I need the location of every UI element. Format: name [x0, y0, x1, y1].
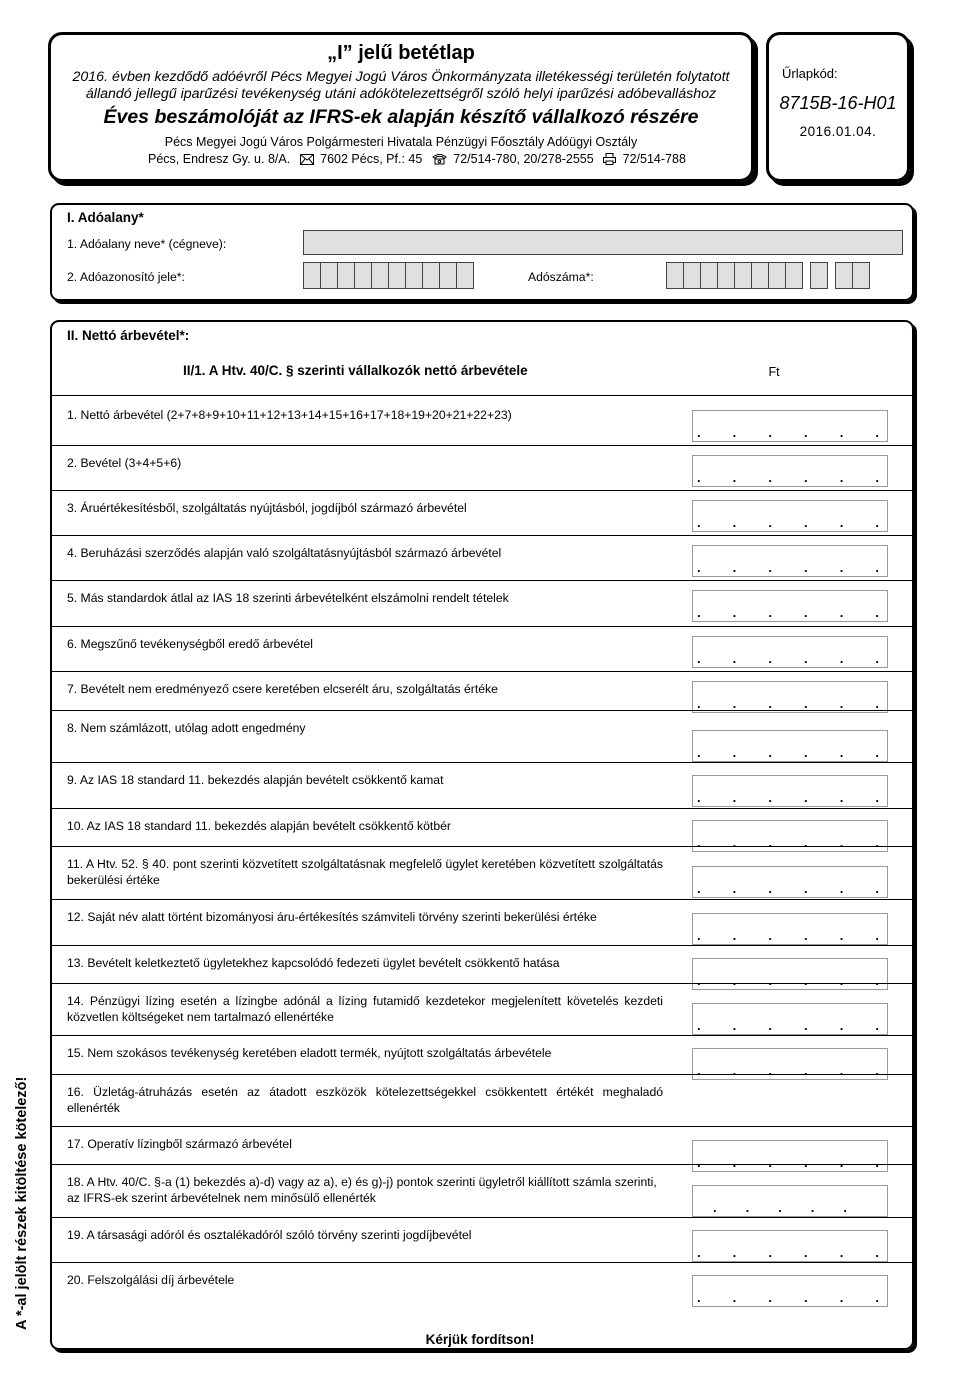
revenue-value-field[interactable]: . . . . . .: [692, 545, 888, 577]
revenue-value-field[interactable]: . . . . . .: [692, 1003, 888, 1035]
revenue-value-field[interactable]: . . . . . .: [692, 1048, 888, 1080]
revenue-row-label: 5. Más standardok átlal az IAS 18 szerinti árbevételként elszámolni rendelt tételek: [67, 591, 509, 605]
revenue-value-field[interactable]: . . . . . .: [692, 775, 888, 807]
revenue-value-field[interactable]: . . . . . .: [692, 681, 888, 713]
revenue-row-label: 15. Nem szokásos tevékenység keretében eladott termék, nyújtott szolgáltatás árbevétele: [67, 1046, 552, 1060]
phone-numbers: 72/514-780, 20/278-2555: [453, 152, 594, 166]
revenue-value-field[interactable]: . . . . . .: [692, 866, 888, 898]
tax-id-field[interactable]: [303, 262, 473, 289]
subtitle-line-1: 2016. évben kezdődő adóévről Pécs Megyei Jogú Város Önkormányzata illetékességi területén folytatott: [72, 69, 730, 85]
revenue-row-label: 4. Beruházási szerződés alapján való szolgáltatásnyújtásból származó árbevétel: [67, 546, 502, 560]
row-divider: [50, 1164, 914, 1165]
revenue-value-field[interactable]: . . . . . .: [692, 1230, 888, 1262]
revenue-row-label: 10. Az IAS 18 standard 11. bekezdés alapján bevételt csökkentő kötbér: [67, 819, 451, 833]
row-divider: [50, 626, 914, 627]
revenue-value-field[interactable]: . . . . . .: [692, 1140, 888, 1172]
organization: Pécs Megyei Jogú Város Polgármesteri Hivatala Pénzügyi Főosztály Adóügyi Osztály: [164, 135, 638, 149]
revenue-row-label: 20. Felszolgálási díj árbevétele: [67, 1273, 235, 1287]
divider: [50, 395, 914, 396]
revenue-value-field[interactable]: . . . . . .: [692, 730, 888, 762]
address: Pécs, Endresz Gy. u. 8/A.: [148, 152, 291, 166]
revenue-row-label: 1. Nettó árbevétel (2+7+8+9+10+11+12+13+14+15+16+17+18+19+20+21+22+23): [67, 408, 512, 422]
revenue-row-label: 3. Áruértékesítésből, szolgáltatás nyújtásból, jogdíjból származó árbevétel: [67, 501, 467, 515]
revenue-row-label: 6. Megszűnő tevékenységből eredő árbevétel: [67, 637, 313, 651]
row-divider: [50, 808, 914, 809]
row-divider: [50, 762, 914, 763]
form-code: 8715B-16-H01: [779, 93, 897, 113]
row-divider: [50, 1126, 914, 1127]
fax-number: 72/514-788: [622, 152, 686, 166]
form-title: „I” jelű betétlap: [327, 42, 475, 64]
revenue-value-field[interactable]: . . . . . .: [692, 1275, 888, 1307]
revenue-row-label: 11. A Htv. 52. § 40. pont szerinti közvetített szolgáltatásnak megfelelő ügylet keretében közvetített szolgáltatás bekerülési értéke: [67, 857, 663, 887]
row-divider: [50, 1262, 914, 1263]
envelope-icon: [300, 154, 314, 168]
revenue-value-field[interactable]: . . . . . .: [692, 636, 888, 668]
revenue-value-field[interactable]: . . . . .: [692, 1185, 888, 1217]
form-code-label: Űrlapkód:: [782, 66, 838, 81]
row-divider: [50, 710, 914, 711]
revenue-row-label: 12. Saját név alatt történt bizományosi áru-értékesítés számviteli törvény szerinti bekerülési értéke: [67, 910, 597, 924]
footer-note: Kérjük fordítson!: [425, 1332, 535, 1347]
row-divider: [50, 1035, 914, 1036]
revenue-value-field[interactable]: . . . . . .: [692, 820, 888, 852]
revenue-value-field[interactable]: . . . . . .: [692, 410, 888, 442]
revenue-row-label: 8. Nem számlázott, utólag adott engedmény: [67, 721, 306, 735]
section-net-revenue-subheading: II/1. A Htv. 40/C. § szerinti vállalkozók nettó árbevétele: [183, 363, 528, 378]
row-divider: [50, 983, 914, 984]
section-net-revenue-title: II. Nettó árbevétel*:: [67, 328, 190, 343]
revenue-value-field[interactable]: . . . . . .: [692, 913, 888, 945]
section-taxpayer-title: I. Adóalany*: [67, 210, 144, 225]
tax-id-label: 2. Adóazonosító jele*:: [67, 270, 185, 284]
taxpayer-name-label: 1. Adóalany neve* (cégneve):: [67, 237, 227, 251]
main-title: Éves beszámolóját az IFRS-ek alapján készítő vállalkozó részére: [103, 106, 699, 128]
revenue-row-label: 18. A Htv. 40/C. §-a (1) bekezdés a)-d) vagy az a), e) és g)-j) pontok szerinti ügyletről kiállított számla szerinti, az IFRS-ek szerint árbevételnek nem minősülő ellenérték: [67, 1175, 657, 1205]
revenue-value-field[interactable]: . . . . . .: [692, 958, 888, 990]
fax-icon: [603, 153, 616, 168]
revenue-value-field[interactable]: . . . . . .: [692, 590, 888, 622]
row-divider: [50, 945, 914, 946]
form-date: 2016.01.04.: [799, 124, 877, 139]
revenue-row-label: 13. Bevételt keletkeztető ügyletekhez kapcsolódó fedezeti ügylet bevételt csökkentő hatása: [67, 956, 560, 970]
postal-address: 7602 Pécs, Pf.: 45: [320, 152, 423, 166]
row-divider: [50, 671, 914, 672]
revenue-value-field[interactable]: . . . . . .: [692, 455, 888, 487]
revenue-value-field[interactable]: . . . . . .: [692, 500, 888, 532]
row-divider: [50, 1217, 914, 1218]
revenue-row-label: 17. Operatív lízingből származó árbevétel: [67, 1137, 292, 1151]
row-divider: [50, 1074, 914, 1075]
revenue-row-label: 9. Az IAS 18 standard 11. bekezdés alapján bevételt csökkentő kamat: [67, 773, 444, 787]
row-divider: [50, 535, 914, 536]
revenue-row-label: 14. Pénzügyi lízing esetén a lízingbe adónál a lízing futamidő kezdetekor megjelenített követelés kezdeti közvetlen költségeket nem tartalmazó ellenértéke: [67, 994, 663, 1024]
row-divider: [50, 490, 914, 491]
revenue-row-label: 16. Üzletág-átruházás esetén az átadott eszközök kötelezettségekkel csökkentett értékét meghaladó ellenérték: [67, 1085, 663, 1115]
row-divider: [50, 846, 914, 847]
revenue-row-label: 19. A társasági adóról és osztalékadóról szóló törvény szerinti jogdíjbevétel: [67, 1228, 472, 1242]
row-divider: [50, 445, 914, 446]
subtitle-line-2: állandó jellegű iparűzési tevékenység utáni adókötelezettségről szóló helyi iparűzési adóbevalláshoz: [85, 86, 717, 102]
form-subtitle: [56, 69, 746, 103]
phone-icon: [432, 153, 447, 168]
tax-number-field[interactable]: [666, 262, 869, 289]
unit-label: Ft: [768, 365, 780, 379]
revenue-row-label: 2. Bevétel (3+4+5+6): [67, 456, 182, 470]
row-divider: [50, 899, 914, 900]
tax-number-label: Adószáma*:: [528, 270, 594, 284]
mandatory-note: A *-al jelölt részek kitöltése kötelező!: [14, 1076, 30, 1330]
row-divider: [50, 580, 914, 581]
contact-line: [148, 152, 686, 168]
revenue-row-label: 7. Bevételt nem eredményező csere keretében elcserélt áru, szolgáltatás értéke: [67, 682, 498, 696]
taxpayer-name-field[interactable]: [303, 230, 903, 255]
